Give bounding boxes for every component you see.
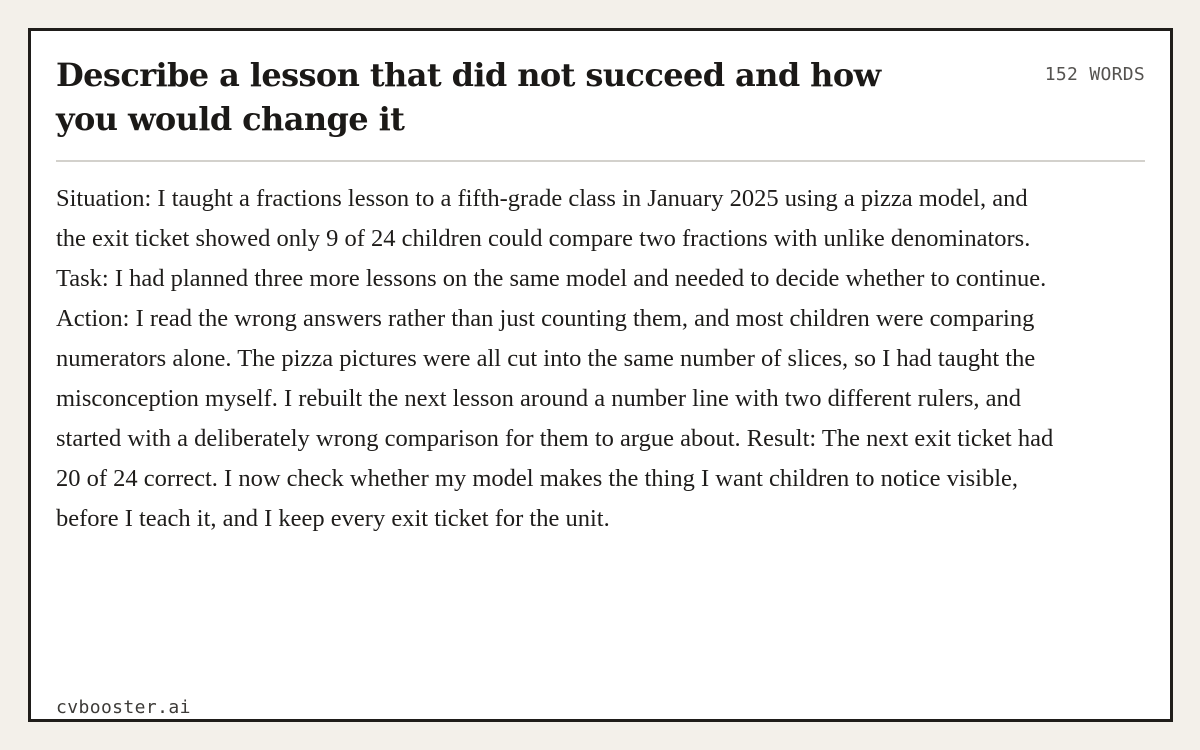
answer-card <box>28 28 1173 722</box>
word-count-label: 152 WORDS <box>1044 64 1145 85</box>
answer-text: Situation: I taught a fractions lesson to a fifth-grade class in January 2025 using a pizza model, and the exit ticket showed only 9 of 24 children could compare two fractions with unlike denominators. Task: I had planned three more lessons on the same model and needed to decide whether to continue. Action: I read the wrong answers rather than just counting them, and most children were comparing numerators alone. The pizza pictures were all cut into the same number of slices, so I had taught the misconception myself. I rebuilt the next lesson around a number line with two different rulers, and started with a deliberately wrong comparison for them to argue about. Result: The next exit ticket had 20 of 24 correct. I now check whether my model makes the thing I want children to notice visible, before I teach it, and I keep every exit ticket for the unit. <box>56 185 1054 532</box>
card-header <box>56 53 1145 161</box>
brand-footer: cvbooster.ai <box>56 697 191 718</box>
header-divider <box>56 160 1145 162</box>
question-title: Describe a lesson that did not succeed and how you would change it <box>56 56 881 138</box>
